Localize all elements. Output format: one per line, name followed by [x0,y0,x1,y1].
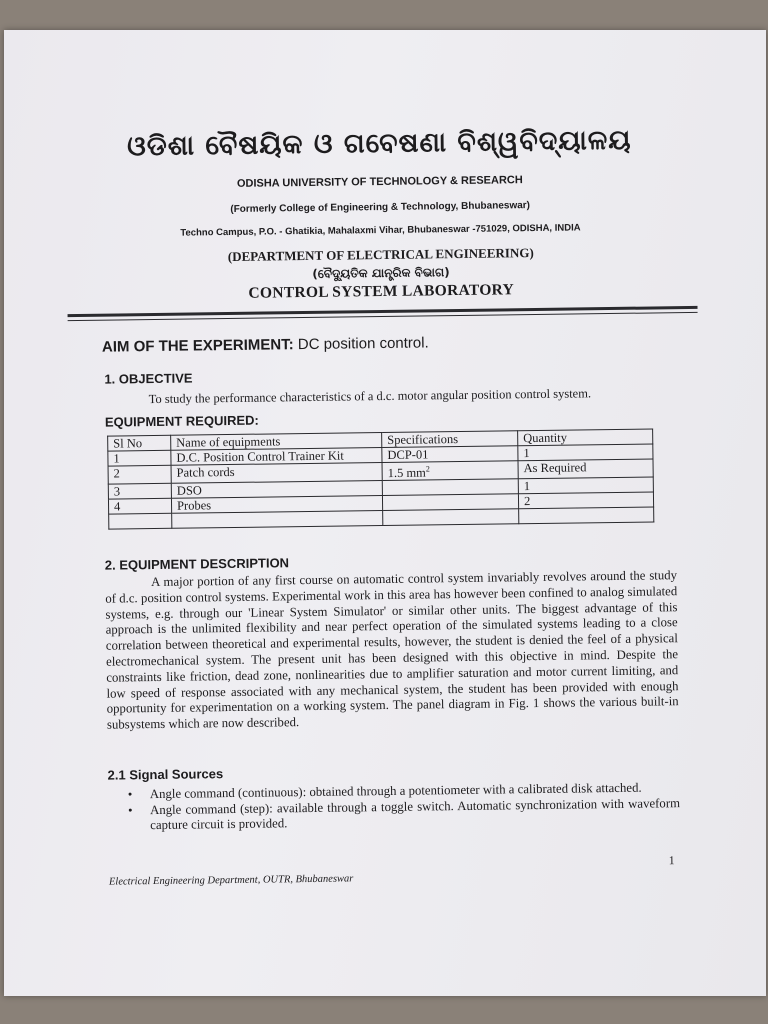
cell-spec [382,461,518,481]
cell-name: Patch cords [171,463,382,484]
aim-text: DC position control. [297,334,429,354]
department-name-odia: (ବୈଦ୍ୟୁତିକ ଯାନ୍ତ୍ରିକ ବିଭାଗ) [312,265,450,281]
cell-qty: 1 [518,444,653,461]
cell-qty: 1 [518,477,653,494]
col-header-slno: Sl No [108,435,171,451]
objective-text: To study the performance characteristics of a d.c. motor angular position control system. [148,386,592,407]
page-footer: Electrical Engineering Department, OUTR, Bhubaneswar [108,873,354,888]
cell-name: Probes [171,496,382,514]
page-number: 1 [668,853,675,868]
description-paragraph: A major portion of any first course on automatic control system invariably revolves around the study of d.c. position control systems. Experimental work in this area has however been confined to analog simulated systems, e.g. through our 'Linear System Simulator' or similar other units. The biggest advantage of this approach is the unlimited flexibility and near perfect operation of the simulated systems leading to a close correlation between theoretical and experimental results, however, the student is denied the feel of a physical electromechanical system. The present unit has been designed with this objective in mind. Despite the constraints like friction, dead zone, nonlinearities due to amplifier saturation and motor current limiting, and low speed of response associated with any mechanical system, the student has been provided with enough opportunity for experimentation on a working system. The panel diagram in Fig. 1 shows the various built-in subsystems which are now described. [105,568,679,732]
cell-qty: 2 [518,492,653,509]
cell-slno: 2 [108,465,171,484]
col-header-qty: Quantity [518,429,653,446]
list-item [108,796,680,834]
bullet-icon: • [127,787,133,802]
cell-name: D.C. Position Control Trainer Kit [171,448,382,466]
document-page [4,30,766,996]
aim-label: AIM OF THE EXPERIMENT: [101,336,294,356]
equipment-heading: EQUIPMENT REQUIRED: [104,412,259,430]
cell-qty: As Required [518,459,653,479]
cell-slno: 3 [108,483,171,499]
col-header-spec: Specifications [382,431,518,448]
aim-line [102,334,429,355]
cell-empty [172,511,383,529]
equipment-table [107,428,654,529]
page-content [4,30,766,996]
description-heading: 2. EQUIPMENT DESCRIPTION [104,555,290,573]
bullet-icon: • [127,802,133,817]
cell-slno: 4 [108,498,171,514]
list-item-text: Angle command (step): available through a toggle switch. Automatic synchronization with waveform capture circuit is provided. [149,795,681,833]
lab-name: CONTROL SYSTEM LABORATORY [248,281,515,302]
cell-empty [383,509,519,526]
signal-sources-list [108,780,681,834]
cell-empty [109,513,172,529]
col-header-name: Name of equipments [171,433,382,451]
formerly-note: (Formerly College of Engineering & Technology, Bhubaneswar) [230,200,531,215]
spec-superscript: 2 [425,464,430,474]
cell-name: DSO [171,481,382,499]
spec-text: 1.5 mm [387,465,426,481]
cell-empty [519,507,654,524]
signal-sources-heading: 2.1 Signal Sources [107,766,224,783]
list-item-text: Angle command (continuous): obtained through a potentiometer with a calibrated disk attached. [149,780,642,802]
university-title-odia: ଓଡିଶା ବୈଷୟିକ ଓ ଗବେଷଣା ବିଶ୍ୱବିଦ୍ୟାଳୟ [126,124,632,163]
cell-slno: 1 [108,450,171,466]
objective-heading: 1. OBJECTIVE [104,370,193,387]
cell-spec: DCP-01 [382,446,518,463]
campus-address: Techno Campus, P.O. - Ghatikia, Mahalaxmi Vihar, Bhubaneswar -751029, ODISHA, INDIA [180,222,581,239]
university-name: ODISHA UNIVERSITY OF TECHNOLOGY & RESEARCH [236,174,523,190]
department-name: (DEPARTMENT OF ELECTRICAL ENGINEERING) [227,245,534,265]
